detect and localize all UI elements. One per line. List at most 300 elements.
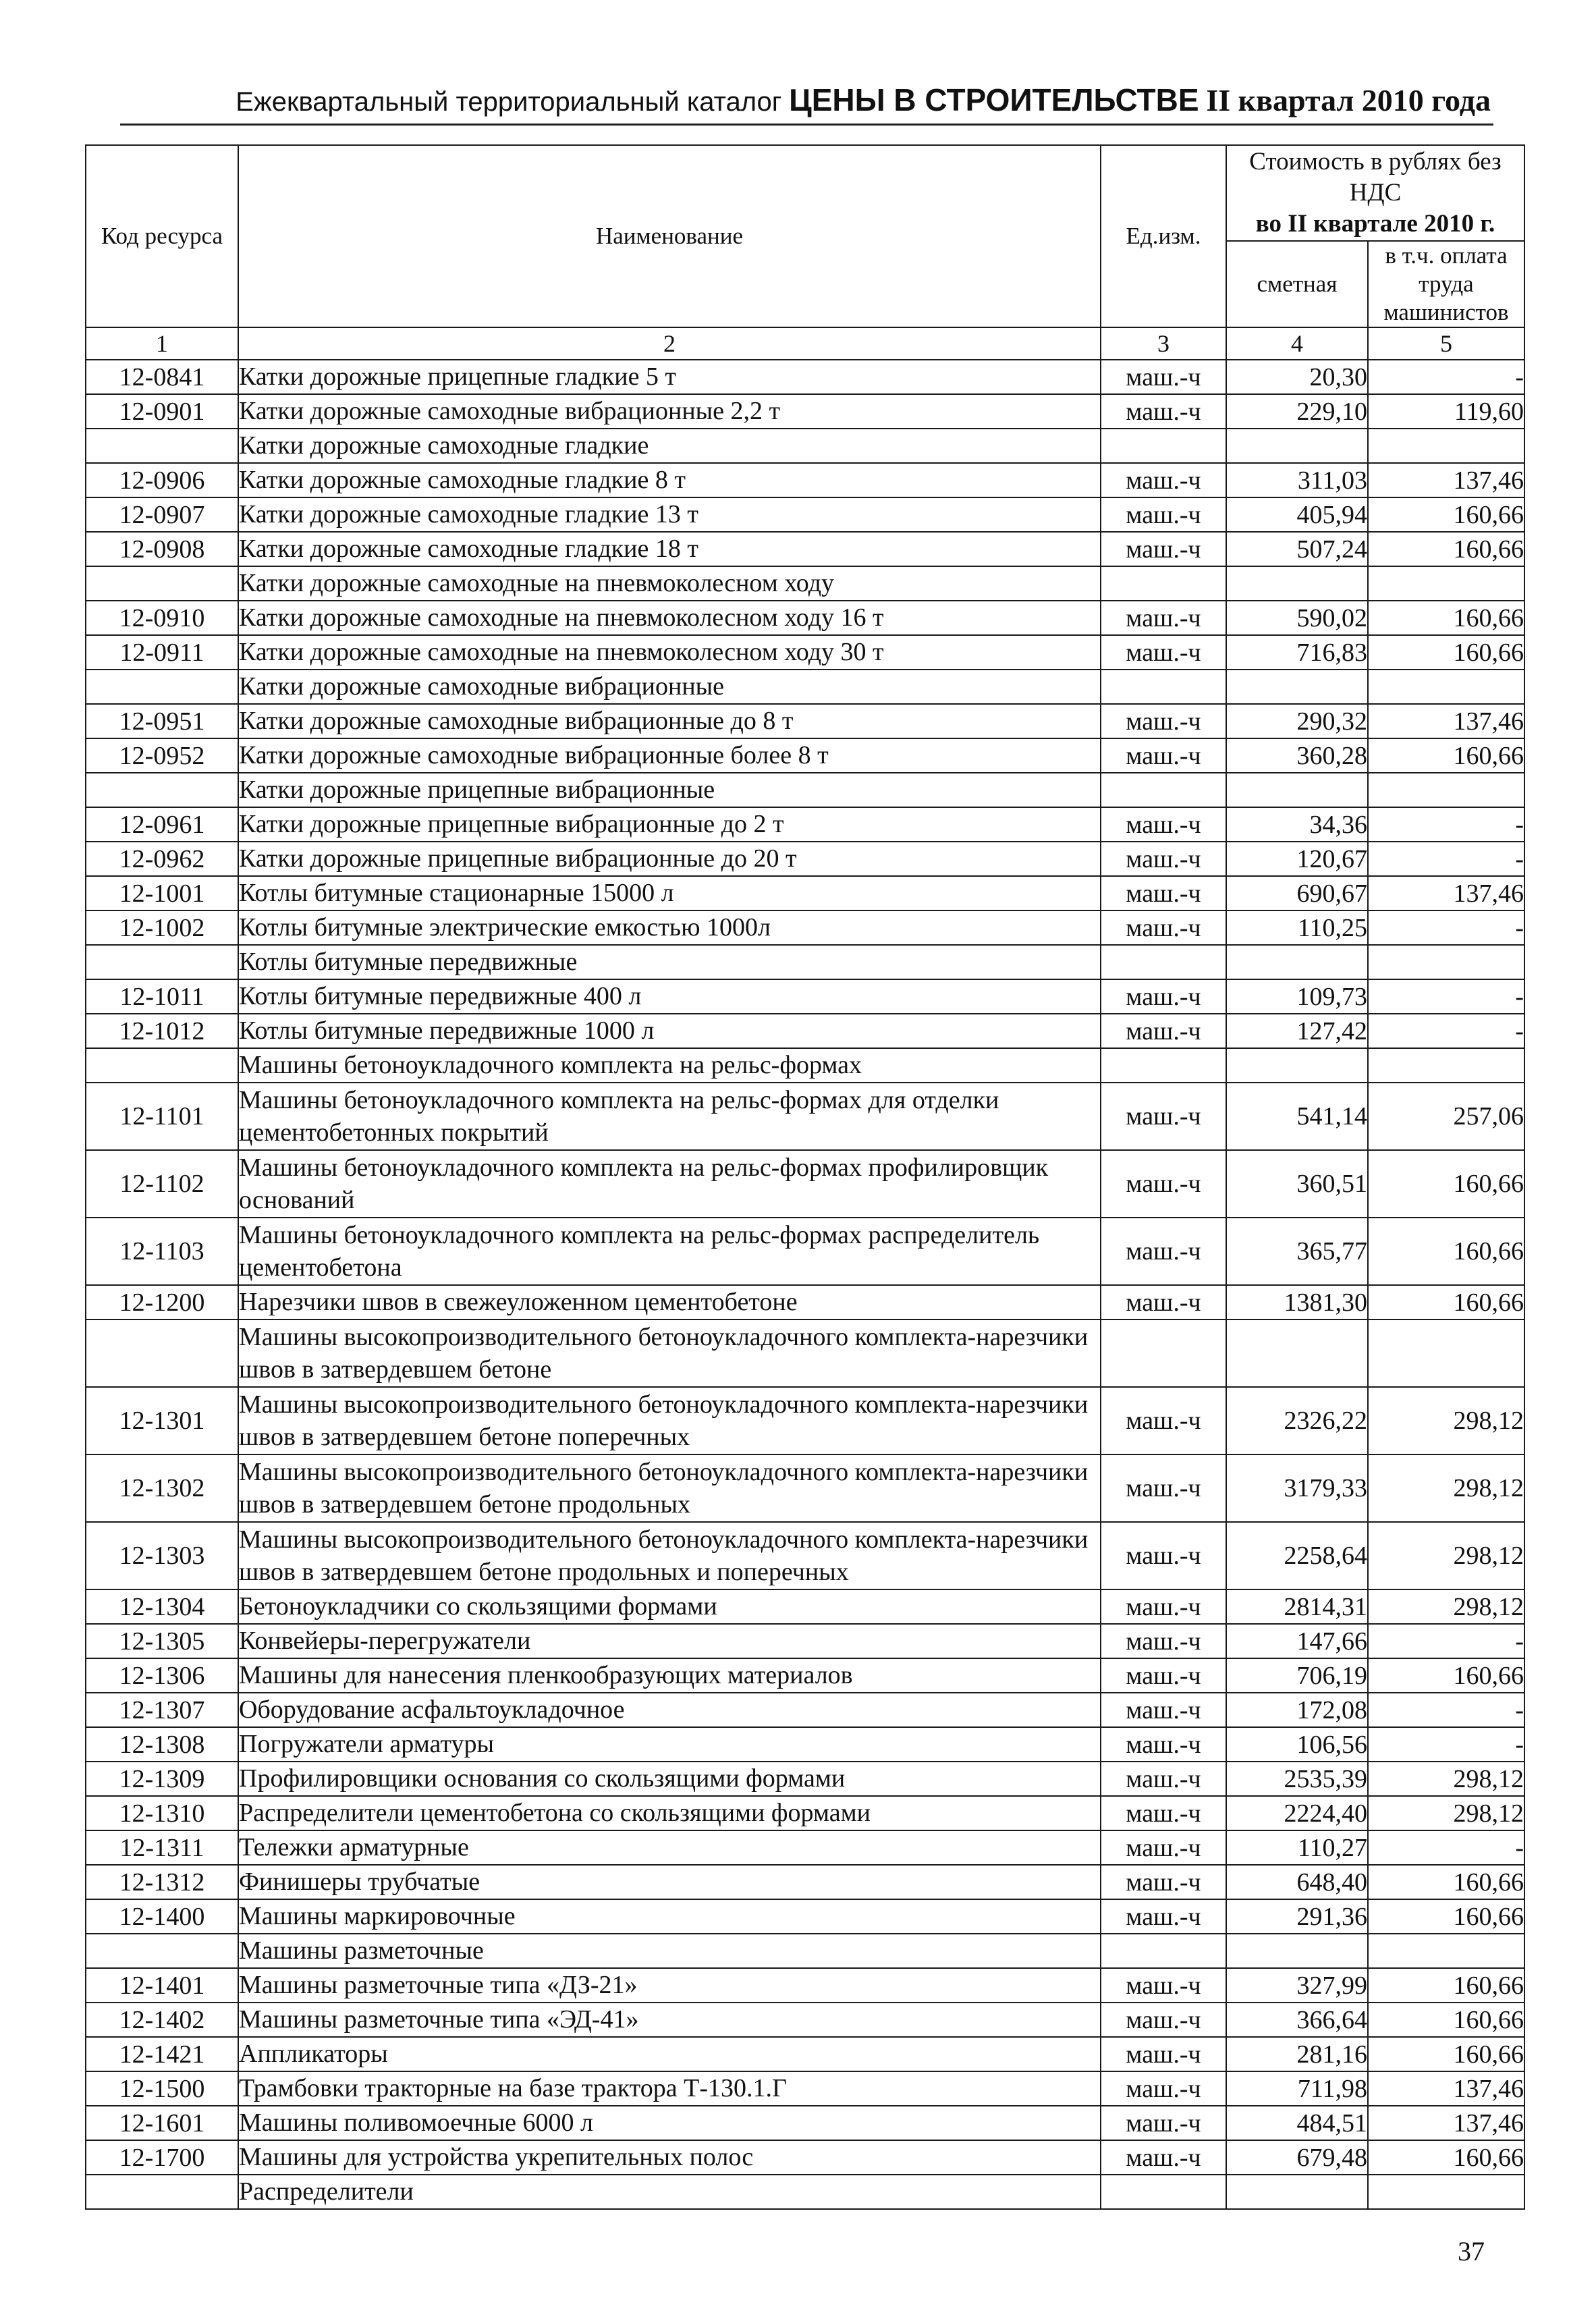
machinist-pay-cell: 298,12 <box>1368 1589 1524 1624</box>
table-row <box>86 394 1524 429</box>
machinist-pay-cell: 298,12 <box>1368 1454 1524 1522</box>
machinist-pay-cell: 298,12 <box>1368 1762 1524 1796</box>
resource-name-cell: Машины бетоноукладочного комплекта на рельс-формах профилировщик оснований <box>238 1150 1101 1218</box>
machinist-pay-cell: - <box>1368 1830 1524 1865</box>
catalog-period: II квартал 2010 года <box>1206 83 1491 117</box>
estimate-cost-cell: 127,42 <box>1226 1014 1368 1048</box>
resource-name-cell: Машины высокопроизводительного бетоноукладочного комплекта-нарезчики швов в затвердевшем бетоне продольных <box>238 1454 1101 1522</box>
resource-name-cell: Катки дорожные самоходные на пневмоколесном ходу 30 т <box>238 635 1101 670</box>
resource-name-cell: Катки дорожные самоходные гладкие <box>238 429 1101 463</box>
machinist-pay-cell: - <box>1368 910 1524 945</box>
resource-code-cell: 12-1311 <box>86 1830 238 1865</box>
resource-name-cell: Аппликаторы <box>238 2037 1101 2071</box>
resource-code-cell: 12-1308 <box>86 1727 238 1762</box>
unit-cell: маш.-ч <box>1101 532 1226 566</box>
estimate-cost-cell: 2535,39 <box>1226 1762 1368 1796</box>
page-header <box>120 73 1493 126</box>
table-row <box>86 1319 1524 1387</box>
resource-name-cell: Нарезчики швов в свежеуложенном цементобетоне <box>238 1285 1101 1319</box>
resource-code-cell <box>86 1048 238 1083</box>
table-row <box>86 1934 1524 1968</box>
unit-cell: маш.-ч <box>1101 1693 1226 1727</box>
table-row <box>86 2003 1524 2037</box>
resource-name-cell: Конвейеры-перегружатели <box>238 1624 1101 1658</box>
estimate-cost-cell: 3179,33 <box>1226 1454 1368 1522</box>
unit-cell: маш.-ч <box>1101 807 1226 842</box>
table-row <box>86 1387 1524 1454</box>
resource-name-cell: Катки дорожные прицепные вибрационные <box>238 773 1101 807</box>
resource-code-cell: 12-1011 <box>86 979 238 1014</box>
estimate-cost-cell: 365,77 <box>1226 1218 1368 1285</box>
table-row <box>86 704 1524 738</box>
machinist-pay-cell: 160,66 <box>1368 1968 1524 2003</box>
machinist-pay-cell <box>1368 429 1524 463</box>
table-row <box>86 1454 1524 1522</box>
resource-code-cell: 12-0961 <box>86 807 238 842</box>
machinist-pay-cell: 160,66 <box>1368 532 1524 566</box>
machinist-pay-cell <box>1368 1048 1524 1083</box>
estimate-cost-cell: 360,28 <box>1226 738 1368 773</box>
table-row <box>86 1968 1524 2003</box>
resource-code-cell <box>86 1934 238 1968</box>
resource-code-cell: 12-0962 <box>86 842 238 876</box>
machinist-pay-cell: 298,12 <box>1368 1522 1524 1589</box>
resource-code-cell <box>86 566 238 601</box>
estimate-cost-cell <box>1226 2175 1368 2209</box>
resource-name-cell: Катки дорожные самоходные на пневмоколесном ходу 16 т <box>238 601 1101 635</box>
machinist-pay-cell: 298,12 <box>1368 1796 1524 1830</box>
table-row <box>86 738 1524 773</box>
table-row <box>86 1048 1524 1083</box>
estimate-cost-cell: 281,16 <box>1226 2037 1368 2071</box>
table-row <box>86 1522 1524 1589</box>
table-row <box>86 360 1524 394</box>
resource-code-cell: 12-0901 <box>86 394 238 429</box>
table-row <box>86 807 1524 842</box>
resource-code-cell: 12-1301 <box>86 1387 238 1454</box>
machinist-pay-cell: 137,46 <box>1368 2071 1524 2106</box>
resource-name-cell: Котлы битумные электрические емкостью 1000л <box>238 910 1101 945</box>
resource-name-cell: Финишеры трубчатые <box>238 1865 1101 1899</box>
resource-name-cell: Распределители <box>238 2175 1101 2209</box>
estimate-cost-cell <box>1226 429 1368 463</box>
machinist-pay-cell <box>1368 670 1524 704</box>
estimate-cost-cell: 172,08 <box>1226 1693 1368 1727</box>
table-row <box>86 463 1524 497</box>
unit-cell: маш.-ч <box>1101 1218 1226 1285</box>
estimate-cost-cell: 706,19 <box>1226 1658 1368 1693</box>
unit-cell <box>1101 2175 1226 2209</box>
table-row <box>86 1693 1524 1727</box>
unit-cell <box>1101 670 1226 704</box>
unit-cell: маш.-ч <box>1101 2003 1226 2037</box>
estimate-cost-cell: 291,36 <box>1226 1899 1368 1934</box>
estimate-cost-cell: 2258,64 <box>1226 1522 1368 1589</box>
machinist-pay-cell: 160,66 <box>1368 635 1524 670</box>
machinist-pay-cell: 257,06 <box>1368 1083 1524 1150</box>
resource-name-cell: Бетоноукладчики со скользящими формами <box>238 1589 1101 1624</box>
estimate-cost-cell: 109,73 <box>1226 979 1368 1014</box>
resource-code-cell: 12-1310 <box>86 1796 238 1830</box>
catalog-title: ЦЕНЫ В СТРОИТЕЛЬСТВЕ <box>789 82 1199 117</box>
machinist-pay-cell <box>1368 2175 1524 2209</box>
price-table <box>85 144 1525 2210</box>
table-row <box>86 2175 1524 2209</box>
unit-cell: маш.-ч <box>1101 394 1226 429</box>
resource-name-cell: Машины высокопроизводительного бетоноукладочного комплекта-нарезчики швов в затвердевшем бетоне поперечных <box>238 1387 1101 1454</box>
estimate-cost-cell: 34,36 <box>1226 807 1368 842</box>
estimate-cost-cell <box>1226 1934 1368 1968</box>
table-row <box>86 1899 1524 1934</box>
table-row <box>86 670 1524 704</box>
resource-code-cell <box>86 670 238 704</box>
machinist-pay-cell: - <box>1368 1693 1524 1727</box>
estimate-cost-cell: 484,51 <box>1226 2106 1368 2140</box>
resource-code-cell: 12-1305 <box>86 1624 238 1658</box>
resource-code-cell: 12-0906 <box>86 463 238 497</box>
machinist-pay-cell: - <box>1368 1727 1524 1762</box>
col-number: 4 <box>1226 327 1368 360</box>
table-row <box>86 945 1524 979</box>
resource-name-cell: Машины высокопроизводительного бетоноукладочного комплекта-нарезчики швов в затвердевшем бетоне продольных и поперечных <box>238 1522 1101 1589</box>
table-row <box>86 842 1524 876</box>
resource-name-cell: Котлы битумные передвижные 1000 л <box>238 1014 1101 1048</box>
machinist-pay-cell: 160,66 <box>1368 2037 1524 2071</box>
unit-cell: маш.-ч <box>1101 1589 1226 1624</box>
col-header-name: Наименование <box>238 145 1101 327</box>
unit-cell: маш.-ч <box>1101 1454 1226 1522</box>
unit-cell: маш.-ч <box>1101 1522 1226 1589</box>
estimate-cost-cell: 2326,22 <box>1226 1387 1368 1454</box>
resource-name-cell: Катки дорожные самоходные вибрационные 2,2 т <box>238 394 1101 429</box>
table-row <box>86 1150 1524 1218</box>
resource-name-cell: Профилировщики основания со скользящими формами <box>238 1762 1101 1796</box>
machinist-pay-cell: 160,66 <box>1368 2140 1524 2175</box>
resource-code-cell: 12-1402 <box>86 2003 238 2037</box>
unit-cell: маш.-ч <box>1101 601 1226 635</box>
unit-cell: маш.-ч <box>1101 704 1226 738</box>
resource-name-cell: Котлы битумные передвижные 400 л <box>238 979 1101 1014</box>
estimate-cost-cell: 405,94 <box>1226 497 1368 532</box>
unit-cell: маш.-ч <box>1101 1727 1226 1762</box>
resource-code-cell: 12-0910 <box>86 601 238 635</box>
unit-cell: маш.-ч <box>1101 2037 1226 2071</box>
unit-cell <box>1101 945 1226 979</box>
resource-name-cell: Катки дорожные самоходные вибрационные <box>238 670 1101 704</box>
resource-code-cell: 12-1012 <box>86 1014 238 1048</box>
estimate-cost-cell: 147,66 <box>1226 1624 1368 1658</box>
resource-name-cell: Машины разметочные <box>238 1934 1101 1968</box>
estimate-cost-cell: 690,67 <box>1226 876 1368 910</box>
estimate-cost-cell: 1381,30 <box>1226 1285 1368 1319</box>
table-row <box>86 1727 1524 1762</box>
resource-code-cell: 12-1103 <box>86 1218 238 1285</box>
machinist-pay-cell: - <box>1368 842 1524 876</box>
resource-name-cell: Тележки арматурные <box>238 1830 1101 1865</box>
col-header-machinists: в т.ч. оплата труда машинистов <box>1368 241 1524 327</box>
resource-code-cell: 12-1401 <box>86 1968 238 2003</box>
table-row <box>86 979 1524 1014</box>
estimate-cost-cell <box>1226 670 1368 704</box>
table-row <box>86 429 1524 463</box>
resource-name-cell: Оборудование асфальтоукладочное <box>238 1693 1101 1727</box>
unit-cell: маш.-ч <box>1101 1083 1226 1150</box>
resource-code-cell: 12-1307 <box>86 1693 238 1727</box>
resource-code-cell <box>86 2175 238 2209</box>
unit-cell: маш.-ч <box>1101 876 1226 910</box>
estimate-cost-cell: 679,48 <box>1226 2140 1368 2175</box>
estimate-cost-cell: 507,24 <box>1226 532 1368 566</box>
estimate-cost-cell: 311,03 <box>1226 463 1368 497</box>
table-row <box>86 497 1524 532</box>
col-number: 2 <box>238 327 1101 360</box>
machinist-pay-cell: 160,66 <box>1368 1285 1524 1319</box>
resource-name-cell: Машины бетоноукладочного комплекта на рельс-формах распределитель цементобетона <box>238 1218 1101 1285</box>
table-row <box>86 1865 1524 1899</box>
resource-code-cell: 12-1306 <box>86 1658 238 1693</box>
machinist-pay-cell: 160,66 <box>1368 1899 1524 1934</box>
col-header-cost-group <box>1226 145 1524 241</box>
resource-code-cell <box>86 773 238 807</box>
resource-name-cell: Погружатели арматуры <box>238 1727 1101 1762</box>
unit-cell: маш.-ч <box>1101 635 1226 670</box>
unit-cell: маш.-ч <box>1101 2106 1226 2140</box>
machinist-pay-cell <box>1368 945 1524 979</box>
resource-name-cell: Катки дорожные самоходные гладкие 18 т <box>238 532 1101 566</box>
unit-cell: маш.-ч <box>1101 2140 1226 2175</box>
cost-group-period: во II квартале 2010 г. <box>1255 210 1495 238</box>
machinist-pay-cell: 160,66 <box>1368 601 1524 635</box>
resource-name-cell: Распределители цементобетона со скользящими формами <box>238 1796 1101 1830</box>
table-row <box>86 2037 1524 2071</box>
estimate-cost-cell: 110,25 <box>1226 910 1368 945</box>
unit-cell: маш.-ч <box>1101 1014 1226 1048</box>
resource-code-cell: 12-1601 <box>86 2106 238 2140</box>
estimate-cost-cell: 648,40 <box>1226 1865 1368 1899</box>
resource-name-cell: Машины бетоноукладочного комплекта на рельс-формах <box>238 1048 1101 1083</box>
estimate-cost-cell: 20,30 <box>1226 360 1368 394</box>
resource-code-cell: 12-1001 <box>86 876 238 910</box>
unit-cell: маш.-ч <box>1101 1762 1226 1796</box>
table-row <box>86 1285 1524 1319</box>
unit-cell: маш.-ч <box>1101 979 1226 1014</box>
resource-code-cell: 12-1421 <box>86 2037 238 2071</box>
unit-cell: маш.-ч <box>1101 1796 1226 1830</box>
resource-name-cell: Катки дорожные прицепные гладкие 5 т <box>238 360 1101 394</box>
machinist-pay-cell: 160,66 <box>1368 738 1524 773</box>
machinist-pay-cell: 160,66 <box>1368 1218 1524 1285</box>
col-header-code: Код ресурса <box>86 145 238 327</box>
machinist-pay-cell <box>1368 773 1524 807</box>
table-row <box>86 601 1524 635</box>
table-row <box>86 1083 1524 1150</box>
estimate-cost-cell <box>1226 773 1368 807</box>
resource-name-cell: Машины бетоноукладочного комплекта на рельс-формах для отделки цементобетонных покрытий <box>238 1083 1101 1150</box>
resource-code-cell: 12-0951 <box>86 704 238 738</box>
unit-cell: маш.-ч <box>1101 2071 1226 2106</box>
unit-cell: маш.-ч <box>1101 1899 1226 1934</box>
machinist-pay-cell: 160,66 <box>1368 497 1524 532</box>
unit-cell: маш.-ч <box>1101 463 1226 497</box>
table-row <box>86 2106 1524 2140</box>
resource-code-cell: 12-1309 <box>86 1762 238 1796</box>
cost-group-title: Стоимость в рублях без НДС <box>1249 148 1502 207</box>
resource-code-cell <box>86 945 238 979</box>
resource-name-cell: Котлы битумные передвижные <box>238 945 1101 979</box>
unit-cell: маш.-ч <box>1101 1150 1226 1218</box>
resource-name-cell: Машины маркировочные <box>238 1899 1101 1934</box>
estimate-cost-cell: 711,98 <box>1226 2071 1368 2106</box>
estimate-cost-cell: 2224,40 <box>1226 1796 1368 1830</box>
resource-code-cell <box>86 429 238 463</box>
estimate-cost-cell: 541,14 <box>1226 1083 1368 1150</box>
machinist-pay-cell: - <box>1368 807 1524 842</box>
table-row <box>86 1830 1524 1865</box>
table-row <box>86 1796 1524 1830</box>
unit-cell <box>1101 1319 1226 1387</box>
resource-code-cell: 12-1101 <box>86 1083 238 1150</box>
unit-cell <box>1101 566 1226 601</box>
resource-name-cell: Машины разметочные типа «ДЗ-21» <box>238 1968 1101 2003</box>
resource-code-cell: 12-1312 <box>86 1865 238 1899</box>
unit-cell <box>1101 773 1226 807</box>
machinist-pay-cell: 160,66 <box>1368 1865 1524 1899</box>
machinist-pay-cell: 137,46 <box>1368 704 1524 738</box>
resource-code-cell: 12-0841 <box>86 360 238 394</box>
resource-name-cell: Машины для нанесения пленкообразующих материалов <box>238 1658 1101 1693</box>
resource-code-cell: 12-1400 <box>86 1899 238 1934</box>
unit-cell: маш.-ч <box>1101 360 1226 394</box>
machinist-pay-cell: 298,12 <box>1368 1387 1524 1454</box>
machinist-pay-cell: 137,46 <box>1368 876 1524 910</box>
unit-cell <box>1101 1048 1226 1083</box>
estimate-cost-cell: 366,64 <box>1226 2003 1368 2037</box>
resource-code-cell: 12-0908 <box>86 532 238 566</box>
table-row <box>86 910 1524 945</box>
table-row <box>86 2071 1524 2106</box>
col-number: 5 <box>1368 327 1524 360</box>
estimate-cost-cell: 110,27 <box>1226 1830 1368 1865</box>
col-number: 1 <box>86 327 238 360</box>
table-row <box>86 1589 1524 1624</box>
table-row <box>86 532 1524 566</box>
resource-name-cell: Трамбовки тракторные на базе трактора Т-130.1.Г <box>238 2071 1101 2106</box>
estimate-cost-cell: 2814,31 <box>1226 1589 1368 1624</box>
resource-name-cell: Машины высокопроизводительного бетоноукладочного комплекта-нарезчики швов в затвердевшем бетоне <box>238 1319 1101 1387</box>
unit-cell: маш.-ч <box>1101 910 1226 945</box>
machinist-pay-cell: - <box>1368 1014 1524 1048</box>
table-row <box>86 1658 1524 1693</box>
resource-code-cell: 12-1303 <box>86 1522 238 1589</box>
resource-name-cell: Машины разметочные типа «ЭД-41» <box>238 2003 1101 2037</box>
unit-cell <box>1101 429 1226 463</box>
table-row <box>86 1218 1524 1285</box>
resource-name-cell: Катки дорожные самоходные на пневмоколесном ходу <box>238 566 1101 601</box>
resource-code-cell: 12-0952 <box>86 738 238 773</box>
resource-name-cell: Катки дорожные самоходные гладкие 8 т <box>238 463 1101 497</box>
unit-cell: маш.-ч <box>1101 1624 1226 1658</box>
resource-name-cell: Катки дорожные самоходные вибрационные более 8 т <box>238 738 1101 773</box>
machinist-pay-cell: 137,46 <box>1368 463 1524 497</box>
resource-code-cell: 12-0911 <box>86 635 238 670</box>
table-row <box>86 566 1524 601</box>
table-row <box>86 876 1524 910</box>
estimate-cost-cell <box>1226 945 1368 979</box>
catalog-prefix: Ежеквартальный территориальный каталог <box>236 87 782 117</box>
machinist-pay-cell: - <box>1368 1624 1524 1658</box>
table-row <box>86 635 1524 670</box>
resource-code-cell: 12-0907 <box>86 497 238 532</box>
resource-code-cell: 12-1200 <box>86 1285 238 1319</box>
resource-name-cell: Катки дорожные прицепные вибрационные до 2 т <box>238 807 1101 842</box>
machinist-pay-cell: - <box>1368 360 1524 394</box>
machinist-pay-cell: - <box>1368 979 1524 1014</box>
unit-cell: маш.-ч <box>1101 1387 1226 1454</box>
machinist-pay-cell: 137,46 <box>1368 2106 1524 2140</box>
machinist-pay-cell: 119,60 <box>1368 394 1524 429</box>
table-header <box>86 145 1524 360</box>
estimate-cost-cell <box>1226 1319 1368 1387</box>
table-row <box>86 2140 1524 2175</box>
estimate-cost-cell: 590,02 <box>1226 601 1368 635</box>
estimate-cost-cell: 716,83 <box>1226 635 1368 670</box>
estimate-cost-cell: 360,51 <box>1226 1150 1368 1218</box>
unit-cell: маш.-ч <box>1101 497 1226 532</box>
resource-name-cell: Катки дорожные самоходные вибрационные до 8 т <box>238 704 1101 738</box>
unit-cell: маш.-ч <box>1101 1285 1226 1319</box>
table-row <box>86 1762 1524 1796</box>
machinist-pay-cell: 160,66 <box>1368 2003 1524 2037</box>
unit-cell: маш.-ч <box>1101 1658 1226 1693</box>
table-row <box>86 1014 1524 1048</box>
estimate-cost-cell: 106,56 <box>1226 1727 1368 1762</box>
table-body <box>86 360 1524 2209</box>
unit-cell: маш.-ч <box>1101 1865 1226 1899</box>
resource-name-cell: Машины для устройства укрепительных полос <box>238 2140 1101 2175</box>
col-header-estimate: сметная <box>1226 241 1368 327</box>
estimate-cost-cell: 120,67 <box>1226 842 1368 876</box>
estimate-cost-cell <box>1226 566 1368 601</box>
page-number: 37 <box>1458 2236 1485 2266</box>
estimate-cost-cell: 229,10 <box>1226 394 1368 429</box>
header-line <box>236 81 1491 121</box>
resource-code-cell: 12-1304 <box>86 1589 238 1624</box>
resource-code-cell: 12-1002 <box>86 910 238 945</box>
resource-code-cell: 12-1302 <box>86 1454 238 1522</box>
resource-code-cell: 12-1700 <box>86 2140 238 2175</box>
unit-cell: маш.-ч <box>1101 842 1226 876</box>
machinist-pay-cell <box>1368 1934 1524 1968</box>
machinist-pay-cell: 160,66 <box>1368 1150 1524 1218</box>
machinist-pay-cell: 160,66 <box>1368 1658 1524 1693</box>
resource-code-cell: 12-1500 <box>86 2071 238 2106</box>
unit-cell: маш.-ч <box>1101 1968 1226 2003</box>
unit-cell: маш.-ч <box>1101 1830 1226 1865</box>
machinist-pay-cell <box>1368 1319 1524 1387</box>
estimate-cost-cell: 290,32 <box>1226 704 1368 738</box>
resource-code-cell <box>86 1319 238 1387</box>
table-row <box>86 1624 1524 1658</box>
estimate-cost-cell <box>1226 1048 1368 1083</box>
unit-cell: маш.-ч <box>1101 738 1226 773</box>
estimate-cost-cell: 327,99 <box>1226 1968 1368 2003</box>
col-number: 3 <box>1101 327 1226 360</box>
resource-name-cell: Машины поливомоечные 6000 л <box>238 2106 1101 2140</box>
machinist-pay-cell <box>1368 566 1524 601</box>
resource-name-cell: Котлы битумные стационарные 15000 л <box>238 876 1101 910</box>
resource-name-cell: Катки дорожные самоходные гладкие 13 т <box>238 497 1101 532</box>
unit-cell <box>1101 1934 1226 1968</box>
